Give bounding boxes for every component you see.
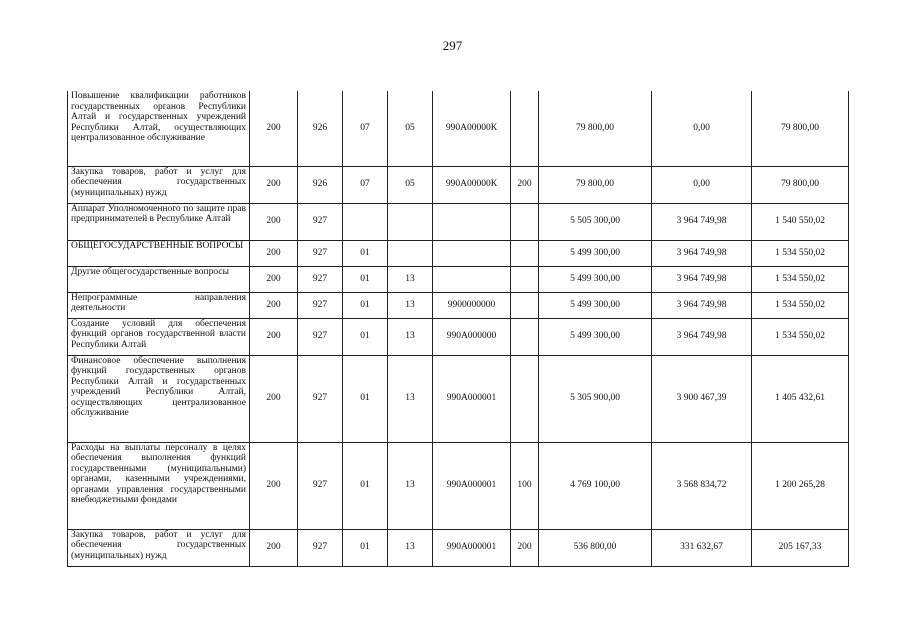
row-name-cell: Аппарат Уполномоченного по защите прав предпринимателей в Республике Алтай: [68, 203, 250, 240]
executed-amount-cell: 3 964 749,98: [652, 318, 752, 355]
section-cell: 01: [343, 442, 388, 529]
target-article-cell: 990А00000К: [433, 91, 511, 166]
table-row: [68, 203, 849, 240]
target-article-cell: 990А00000К: [433, 166, 511, 203]
executed-amount-cell: 3 964 749,98: [652, 240, 752, 266]
target-article-cell: [433, 240, 511, 266]
row-name-cell: Непрограммные направления деятельности: [68, 292, 250, 318]
dept-code-cell: 927: [298, 266, 343, 292]
target-article-cell: [433, 266, 511, 292]
admin-code-cell: 200: [250, 442, 298, 529]
table-row: [68, 292, 849, 318]
admin-code-cell: 200: [250, 318, 298, 355]
table-row: [68, 91, 849, 166]
remainder-amount-cell: 1 405 432,61: [752, 355, 849, 442]
table-row: [68, 240, 849, 266]
remainder-amount-cell: 1 534 550,02: [752, 292, 849, 318]
section-cell: 01: [343, 240, 388, 266]
dept-code-cell: 926: [298, 166, 343, 203]
remainder-amount-cell: 205 167,33: [752, 529, 849, 566]
dept-code-cell: 927: [298, 240, 343, 266]
executed-amount-cell: 0,00: [652, 166, 752, 203]
executed-amount-cell: 3 964 749,98: [652, 292, 752, 318]
subsection-cell: 13: [388, 266, 433, 292]
executed-amount-cell: 3 568 834,72: [652, 442, 752, 529]
plan-amount-cell: 5 499 300,00: [539, 318, 652, 355]
plan-amount-cell: 79 800,00: [539, 166, 652, 203]
executed-amount-cell: 3 964 749,98: [652, 266, 752, 292]
subsection-cell: 13: [388, 292, 433, 318]
row-name-cell: ОБЩЕГОСУДАРСТВЕННЫЕ ВОПРОСЫ: [68, 240, 250, 266]
plan-amount-cell: 4 769 100,00: [539, 442, 652, 529]
expense-type-cell: [511, 91, 539, 166]
remainder-amount-cell: 1 200 265,28: [752, 442, 849, 529]
section-cell: 01: [343, 355, 388, 442]
section-cell: 01: [343, 266, 388, 292]
dept-code-cell: 927: [298, 318, 343, 355]
executed-amount-cell: 331 632,67: [652, 529, 752, 566]
remainder-amount-cell: 79 800,00: [752, 91, 849, 166]
plan-amount-cell: 5 499 300,00: [539, 266, 652, 292]
expense-type-cell: [511, 266, 539, 292]
table-row: [68, 166, 849, 203]
expense-type-cell: 200: [511, 529, 539, 566]
admin-code-cell: 200: [250, 91, 298, 166]
expense-type-cell: [511, 355, 539, 442]
admin-code-cell: 200: [250, 203, 298, 240]
target-article-cell: 990А000001: [433, 355, 511, 442]
expense-type-cell: [511, 318, 539, 355]
row-name-cell: Создание условий для обеспечения функций органов государственной власти Республики Алтай: [68, 318, 250, 355]
table-row: [68, 318, 849, 355]
dept-code-cell: 926: [298, 91, 343, 166]
admin-code-cell: 200: [250, 266, 298, 292]
subsection-cell: 13: [388, 355, 433, 442]
subsection-cell: 13: [388, 529, 433, 566]
expense-type-cell: [511, 292, 539, 318]
expense-type-cell: 200: [511, 166, 539, 203]
plan-amount-cell: 5 305 900,00: [539, 355, 652, 442]
table-row: [68, 529, 849, 566]
expense-type-cell: [511, 203, 539, 240]
subsection-cell: 05: [388, 91, 433, 166]
admin-code-cell: 200: [250, 240, 298, 266]
dept-code-cell: 927: [298, 355, 343, 442]
table-row: [68, 355, 849, 442]
target-article-cell: 9900000000: [433, 292, 511, 318]
plan-amount-cell: 536 800,00: [539, 529, 652, 566]
admin-code-cell: 200: [250, 529, 298, 566]
section-cell: 07: [343, 166, 388, 203]
section-cell: 01: [343, 318, 388, 355]
plan-amount-cell: 5 499 300,00: [539, 240, 652, 266]
expense-type-cell: 100: [511, 442, 539, 529]
admin-code-cell: 200: [250, 292, 298, 318]
target-article-cell: 990А000001: [433, 529, 511, 566]
subsection-cell: 13: [388, 318, 433, 355]
budget-table: [67, 91, 849, 567]
plan-amount-cell: 5 505 300,00: [539, 203, 652, 240]
row-name-cell: Закупка товаров, работ и услуг для обеспечения государственных (муниципальных) нужд: [68, 529, 250, 566]
row-name-cell: Повышение квалификации работников государственных органов Республики Алтай и государственных учреждений Республики Алтай, осуществляющих централизованное обслуживание: [68, 91, 250, 166]
remainder-amount-cell: 1 534 550,02: [752, 266, 849, 292]
row-name-cell: Финансовое обеспечение выполнения функций государственных органов Республики Алтай и государственных учреждений Республики Алтай, осуществляющих централизованное обслуживание: [68, 355, 250, 442]
dept-code-cell: 927: [298, 203, 343, 240]
subsection-cell: 13: [388, 442, 433, 529]
subsection-cell: [388, 203, 433, 240]
remainder-amount-cell: 1 534 550,02: [752, 240, 849, 266]
subsection-cell: 05: [388, 166, 433, 203]
page-number: 297: [442, 38, 463, 53]
table-row: [68, 442, 849, 529]
admin-code-cell: 200: [250, 166, 298, 203]
remainder-amount-cell: 79 800,00: [752, 166, 849, 203]
dept-code-cell: 927: [298, 292, 343, 318]
executed-amount-cell: 3 964 749,98: [652, 203, 752, 240]
target-article-cell: 990А000001: [433, 442, 511, 529]
section-cell: 01: [343, 292, 388, 318]
dept-code-cell: 927: [298, 442, 343, 529]
section-cell: 07: [343, 91, 388, 166]
row-name-cell: Закупка товаров, работ и услуг для обеспечения государственных (муниципальных) нужд: [68, 166, 250, 203]
table-row: [68, 266, 849, 292]
plan-amount-cell: 5 499 300,00: [539, 292, 652, 318]
remainder-amount-cell: 1 540 550,02: [752, 203, 849, 240]
executed-amount-cell: 3 900 467,39: [652, 355, 752, 442]
subsection-cell: [388, 240, 433, 266]
expense-type-cell: [511, 240, 539, 266]
dept-code-cell: 927: [298, 529, 343, 566]
row-name-cell: Другие общегосударственные вопросы: [68, 266, 250, 292]
target-article-cell: [433, 203, 511, 240]
target-article-cell: 990А000000: [433, 318, 511, 355]
executed-amount-cell: 0,00: [652, 91, 752, 166]
row-name-cell: Расходы на выплаты персоналу в целях обеспечения выполнения функций государственными (муниципальными) органами, казенными учреждениями, органами управления государственными внебюджетными фондами: [68, 442, 250, 529]
section-cell: 01: [343, 529, 388, 566]
remainder-amount-cell: 1 534 550,02: [752, 318, 849, 355]
section-cell: [343, 203, 388, 240]
plan-amount-cell: 79 800,00: [539, 91, 652, 166]
admin-code-cell: 200: [250, 355, 298, 442]
